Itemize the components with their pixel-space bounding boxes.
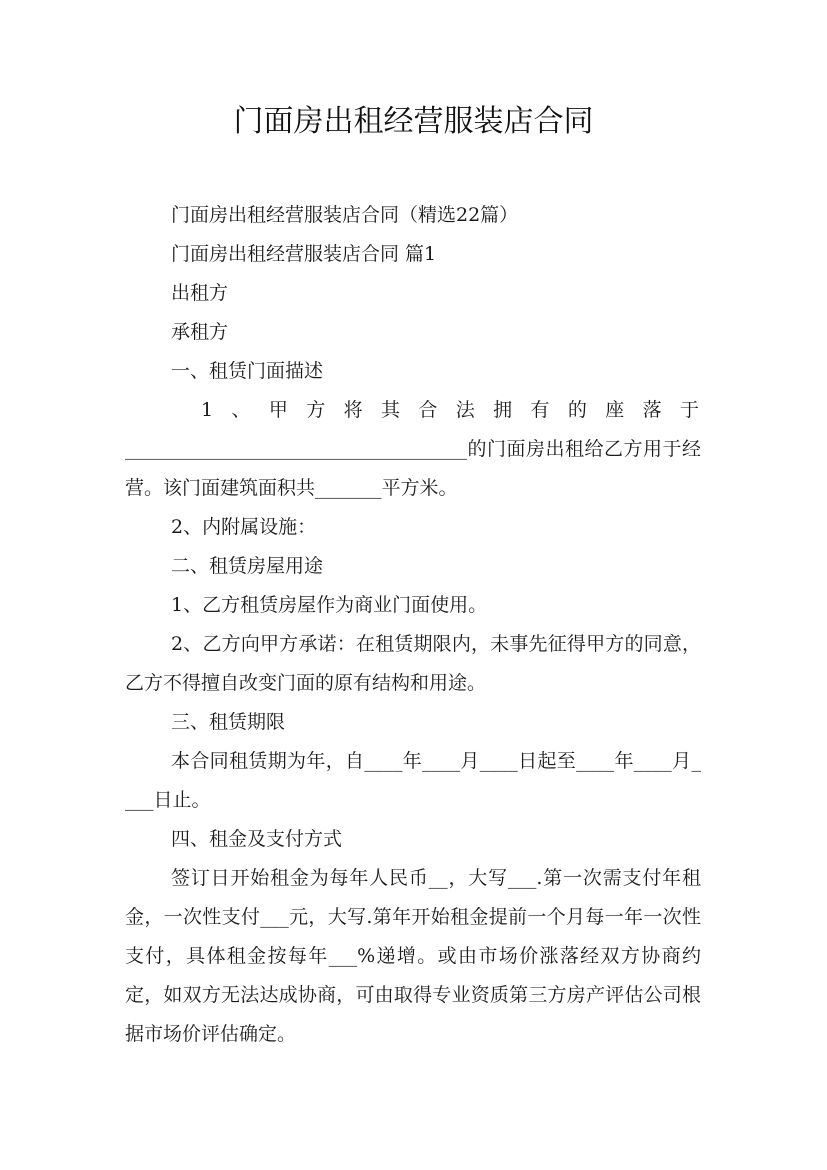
- document-title: 门面房出租经营服装店合同: [233, 104, 594, 139]
- document-body: [125, 196, 701, 1054]
- paragraph-facilities: 2、内附属设施：: [171, 516, 317, 538]
- section-heading-2: 二、租赁房屋用途: [171, 555, 324, 577]
- paragraph-usage-1: 1、乙方租赁房屋作为商业门面使用。: [171, 594, 488, 616]
- paragraph-lessee: 承租方: [171, 321, 229, 343]
- section-heading-3: 三、租赁期限: [171, 711, 286, 733]
- paragraph-rent: 签订日开始租金为每年人民币__，大写___.第一次需支付年租金，一次性支付___元，大写.第年开始租金提前一个月每一年一次性支付，具体租金按每年___%递增。或由市场价涨落经双方协商约定，如双方无法达成协商，可由取得专业资质第三方房产评估公司根据市场价评估确定。: [125, 867, 701, 1045]
- section-heading-4: 四、租金及支付方式: [171, 828, 343, 850]
- paragraph-lessor: 出租方: [171, 282, 229, 304]
- paragraph-location-line: 1、甲方将其合法拥有的座落于: [201, 399, 701, 421]
- paragraph-term: 本合同租赁期为年，自____年____月____日起至____年____月____日止。: [125, 750, 701, 811]
- paragraph-location-detail: ____________________________________的门面房出租给乙方用于经营。该门面建筑面积共_______平方米。: [125, 438, 701, 499]
- paragraph-heading-collection: 门面房出租经营服装店合同（精选22篇）: [171, 204, 519, 226]
- paragraph-usage-2: 2、乙方向甲方承诺：在租赁期限内，未事先征得甲方的同意，乙方不得擅自改变门面的原有结构和用途。: [125, 633, 701, 694]
- section-heading-1: 一、租赁门面描述: [171, 360, 324, 382]
- paragraph-heading-article-1: 门面房出租经营服装店合同 篇1: [171, 243, 437, 265]
